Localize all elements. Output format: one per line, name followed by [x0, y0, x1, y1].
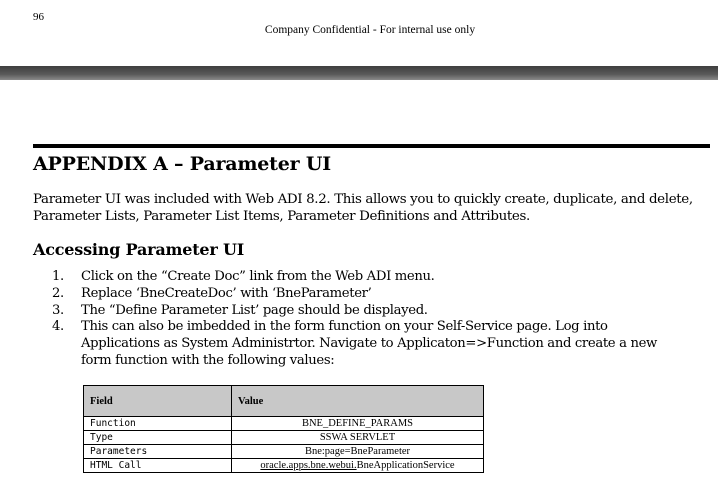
field-column-header: Field: [84, 386, 232, 417]
value-cell: BNE_DEFINE_PARAMS: [232, 417, 484, 431]
parameter-table: [83, 385, 484, 473]
step-text: Replace ‘BneCreateDoc’ with ‘BneParameter’: [81, 285, 372, 301]
value-column-header: Value: [232, 386, 484, 417]
table-row: [84, 417, 484, 431]
value-cell: [232, 459, 484, 473]
table-header-row: [84, 386, 484, 417]
steps-list: [52, 269, 682, 370]
section-title: Accessing Parameter UI: [33, 240, 245, 259]
step-number: 2.: [52, 285, 64, 301]
step-number: 1.: [52, 269, 64, 284]
list-item: [52, 319, 682, 369]
step-number: 4.: [52, 319, 64, 335]
value-cell: SSWA SERVLET: [232, 431, 484, 445]
value-cell: Bne:page=BneParameter: [232, 445, 484, 459]
table-row: [84, 431, 484, 445]
step-text: The “Define Parameter List’ page should be displayed.: [81, 302, 428, 318]
page-number: 96: [33, 11, 44, 23]
field-cell: Type: [84, 431, 232, 445]
step-number: 3.: [52, 302, 64, 318]
step-text: Click on the “Create Doc” link from the Web ADI menu.: [81, 269, 435, 284]
header-band: [0, 66, 718, 80]
step-text: This can also be imbedded in the form function on your Self-Service page. Log into Applications as System Administrtor. Navigate to Applicaton=>Function and create a new form function with the following values:: [81, 319, 657, 368]
table-row: [84, 459, 484, 473]
value-underlined-part: oracle.apps.bne.webui.: [260, 459, 357, 471]
table-row: [84, 445, 484, 459]
intro-paragraph: Parameter UI was included with Web ADI 8.2. This allows you to quickly create, duplicate, and delete, Parameter Lists, Parameter List Items, Parameter Definitions and Attributes.: [33, 192, 693, 224]
field-cell: HTML Call: [84, 459, 232, 473]
value-rest-part: BneApplicationService: [356, 459, 455, 471]
list-item: [52, 286, 682, 303]
list-item: [52, 303, 682, 320]
field-cell: Function: [84, 417, 232, 431]
appendix-title: APPENDIX A – Parameter UI: [33, 153, 331, 175]
section-rule: [33, 144, 710, 148]
field-cell: Parameters: [84, 445, 232, 459]
confidential-header: Company Confidential - For internal use only: [264, 24, 476, 36]
list-item: [52, 269, 682, 286]
